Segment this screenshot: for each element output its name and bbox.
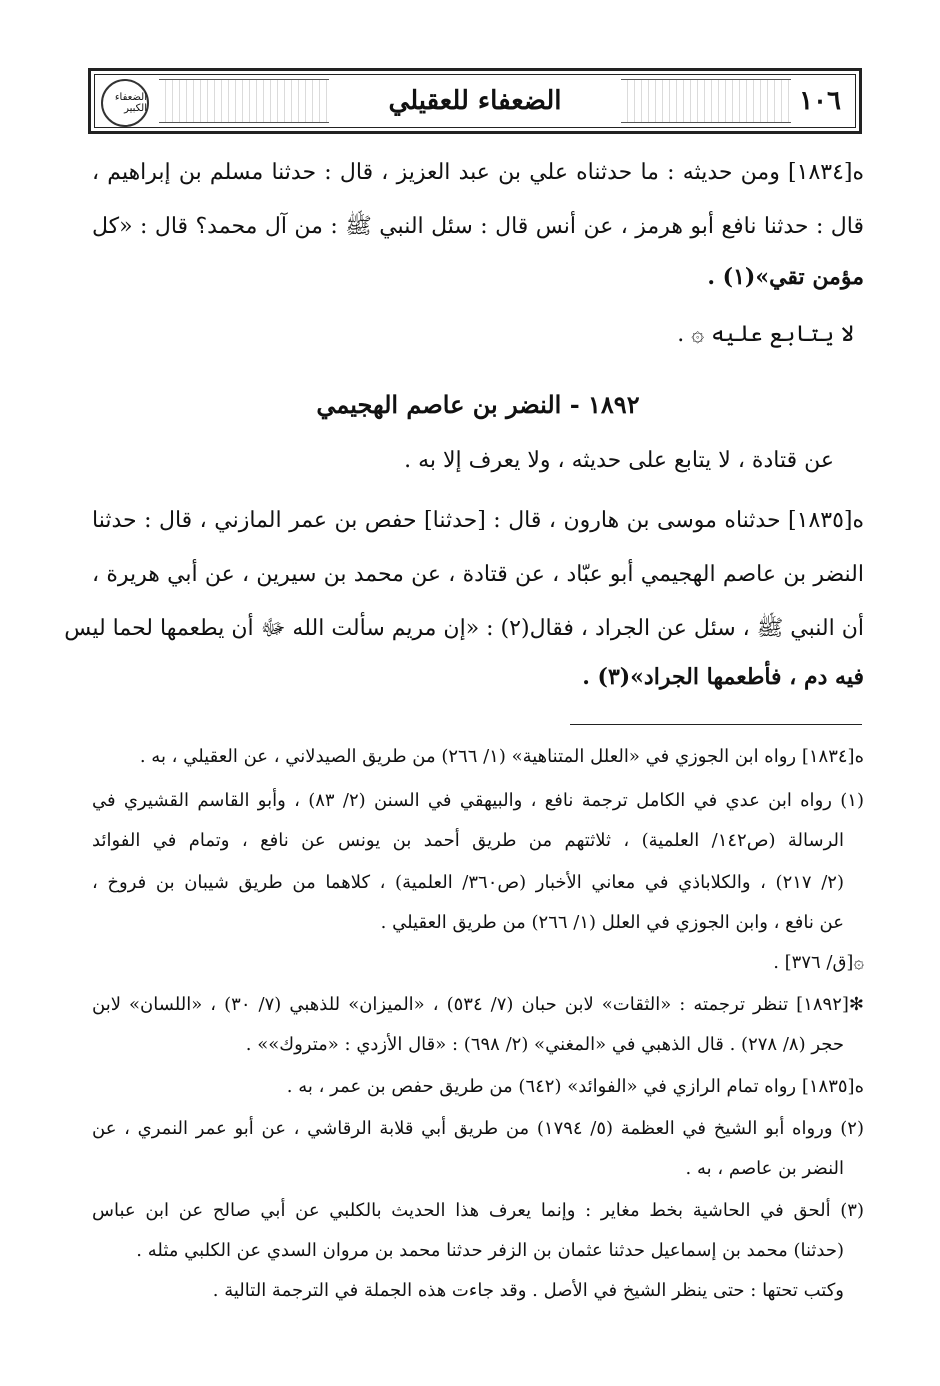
footnote-3-line-1: (٣) ألحق في الحاشية بخط مغاير : وإنما يعرف هذا الحديث بالكلبي عن أبي صالح عن ابن عباس	[92, 1200, 864, 1221]
footnote-1-line-4: عن نافع ، وابن الجوزي في العلل (١/ ٢٦٦) من طريق العقيلي .	[380, 912, 844, 933]
publisher-emblem-icon	[101, 79, 149, 127]
footnote-3-line-2: (حدثنا) محمد بن إسماعيل حدثنا عثمان بن الزفر حدثنا محمد بن مروان السدي عن الكلبي مثله .	[136, 1240, 844, 1261]
biography-description: عن قتادة ، لا يتابع على حديثه ، ولا يعرف إلا به .	[404, 448, 834, 473]
entry-1835-line-2: النضر بن عاصم الهجيمي أبو عبّاد ، عن قتادة ، عن محمد بن سيرين ، عن أبي هريرة ،	[92, 562, 864, 587]
header-title: الضعفاء للعقيلي	[388, 86, 562, 116]
entry-1834-line-3: مؤمن تقي»(١) .	[707, 264, 864, 290]
footnote-1892-line-1: ✻[١٨٩٢] تنظر ترجمته : «الثقات» لابن حبان (٧/ ٥٣٤) ، «الميزان» للذهبي (٧/ ٣٠) ، «اللسان» لابن	[92, 994, 864, 1015]
footnote-1892-line-2: حجر (٨/ ٢٧٨) . قال الذهبي في «المغني» (٢/ ٦٩٨) : «قال الأزدي : «متروك»» .	[245, 1034, 844, 1055]
not-followed-note: لا يتابع عليه ۞ .	[677, 322, 854, 347]
entry-1835-line-3: أن النبي ﷺ ، سئل عن الجراد ، فقال(٢) : «إن مريم سألت الله ﷻ أن يطعمها لحما ليس	[64, 616, 864, 641]
footnote-2-line-2: النضر بن عاصم ، به .	[685, 1158, 844, 1179]
footnote-1-line-3: (٢/ ٢١٧) ، والكلاباذي في معاني الأخبار (ص٣٦٠/ العلمية) ، كلاهما من طريق شيبان بن فروخ ،	[92, 872, 844, 893]
entry-1835-line-1: ه[١٨٣٥] حدثناه موسى بن هارون ، قال : [حدثنا] حفص بن عمر المازني ، قال : حدثنا	[92, 508, 864, 533]
page-number: ١٠٦	[799, 86, 841, 116]
footnote-2-line-1: (٢) ورواه أبو الشيخ في العظمة (٥/ ١٧٩٤) من طريق أبي قلابة الرقاشي ، عن أبو عمر النمري ، عن	[92, 1118, 864, 1139]
entry-1835-line-4: فيه دم ، فأطعمها الجراد»(٣) .	[582, 664, 864, 690]
footnote-folio: ۞[ق/ ٣٧٦] .	[773, 952, 864, 973]
footnote-3-line-3: وكتب تحتها : حتى ينظر الشيخ في الأصل . وقد جاءت هذه الجملة في الترجمة التالية .	[212, 1280, 844, 1301]
footnote-1835-source: ه[١٨٣٥] رواه تمام الرازي في «الفوائد» (٦٤٢) من طريق حفص بن عمر ، به .	[286, 1076, 864, 1097]
footnote-1834-source: ه[١٨٣٤] رواه ابن الجوزي في «العلل المتناهية» (١/ ٢٦٦) من طريق الصيدلاني ، عن العقيلي ، به .	[139, 746, 864, 767]
biography-heading: ١٨٩٢ - النضر بن عاصم الهجيمي	[316, 390, 640, 419]
entry-1834-line-1: ه[١٨٣٤] ومن حديثه : ما حدثناه علي بن عبد العزيز ، قال : حدثنا مسلم بن إبراهيم ،	[92, 160, 864, 185]
entry-1834-line-2: قال : حدثنا نافع أبو هرمز ، عن أنس قال : سئل النبي ﷺ : من آل محمد؟ قال : «كل	[92, 214, 864, 239]
footnote-1-line-2: الرسالة (ص١٤٢/ العلمية) ، ثلاثتهم من طريق أحمد بن يونس عن نافع ، وتمام في الفوائد	[92, 830, 844, 851]
footnotes	[64, 0, 864, 1386]
footnote-1-line-1: (١) رواه ابن عدي في الكامل ترجمة نافع ، والبيهقي في السنن (٢/ ٨٣) ، وأبو القاسم القشيري في	[92, 790, 864, 811]
emblem-text: الضعفاء الكبير	[114, 92, 147, 114]
